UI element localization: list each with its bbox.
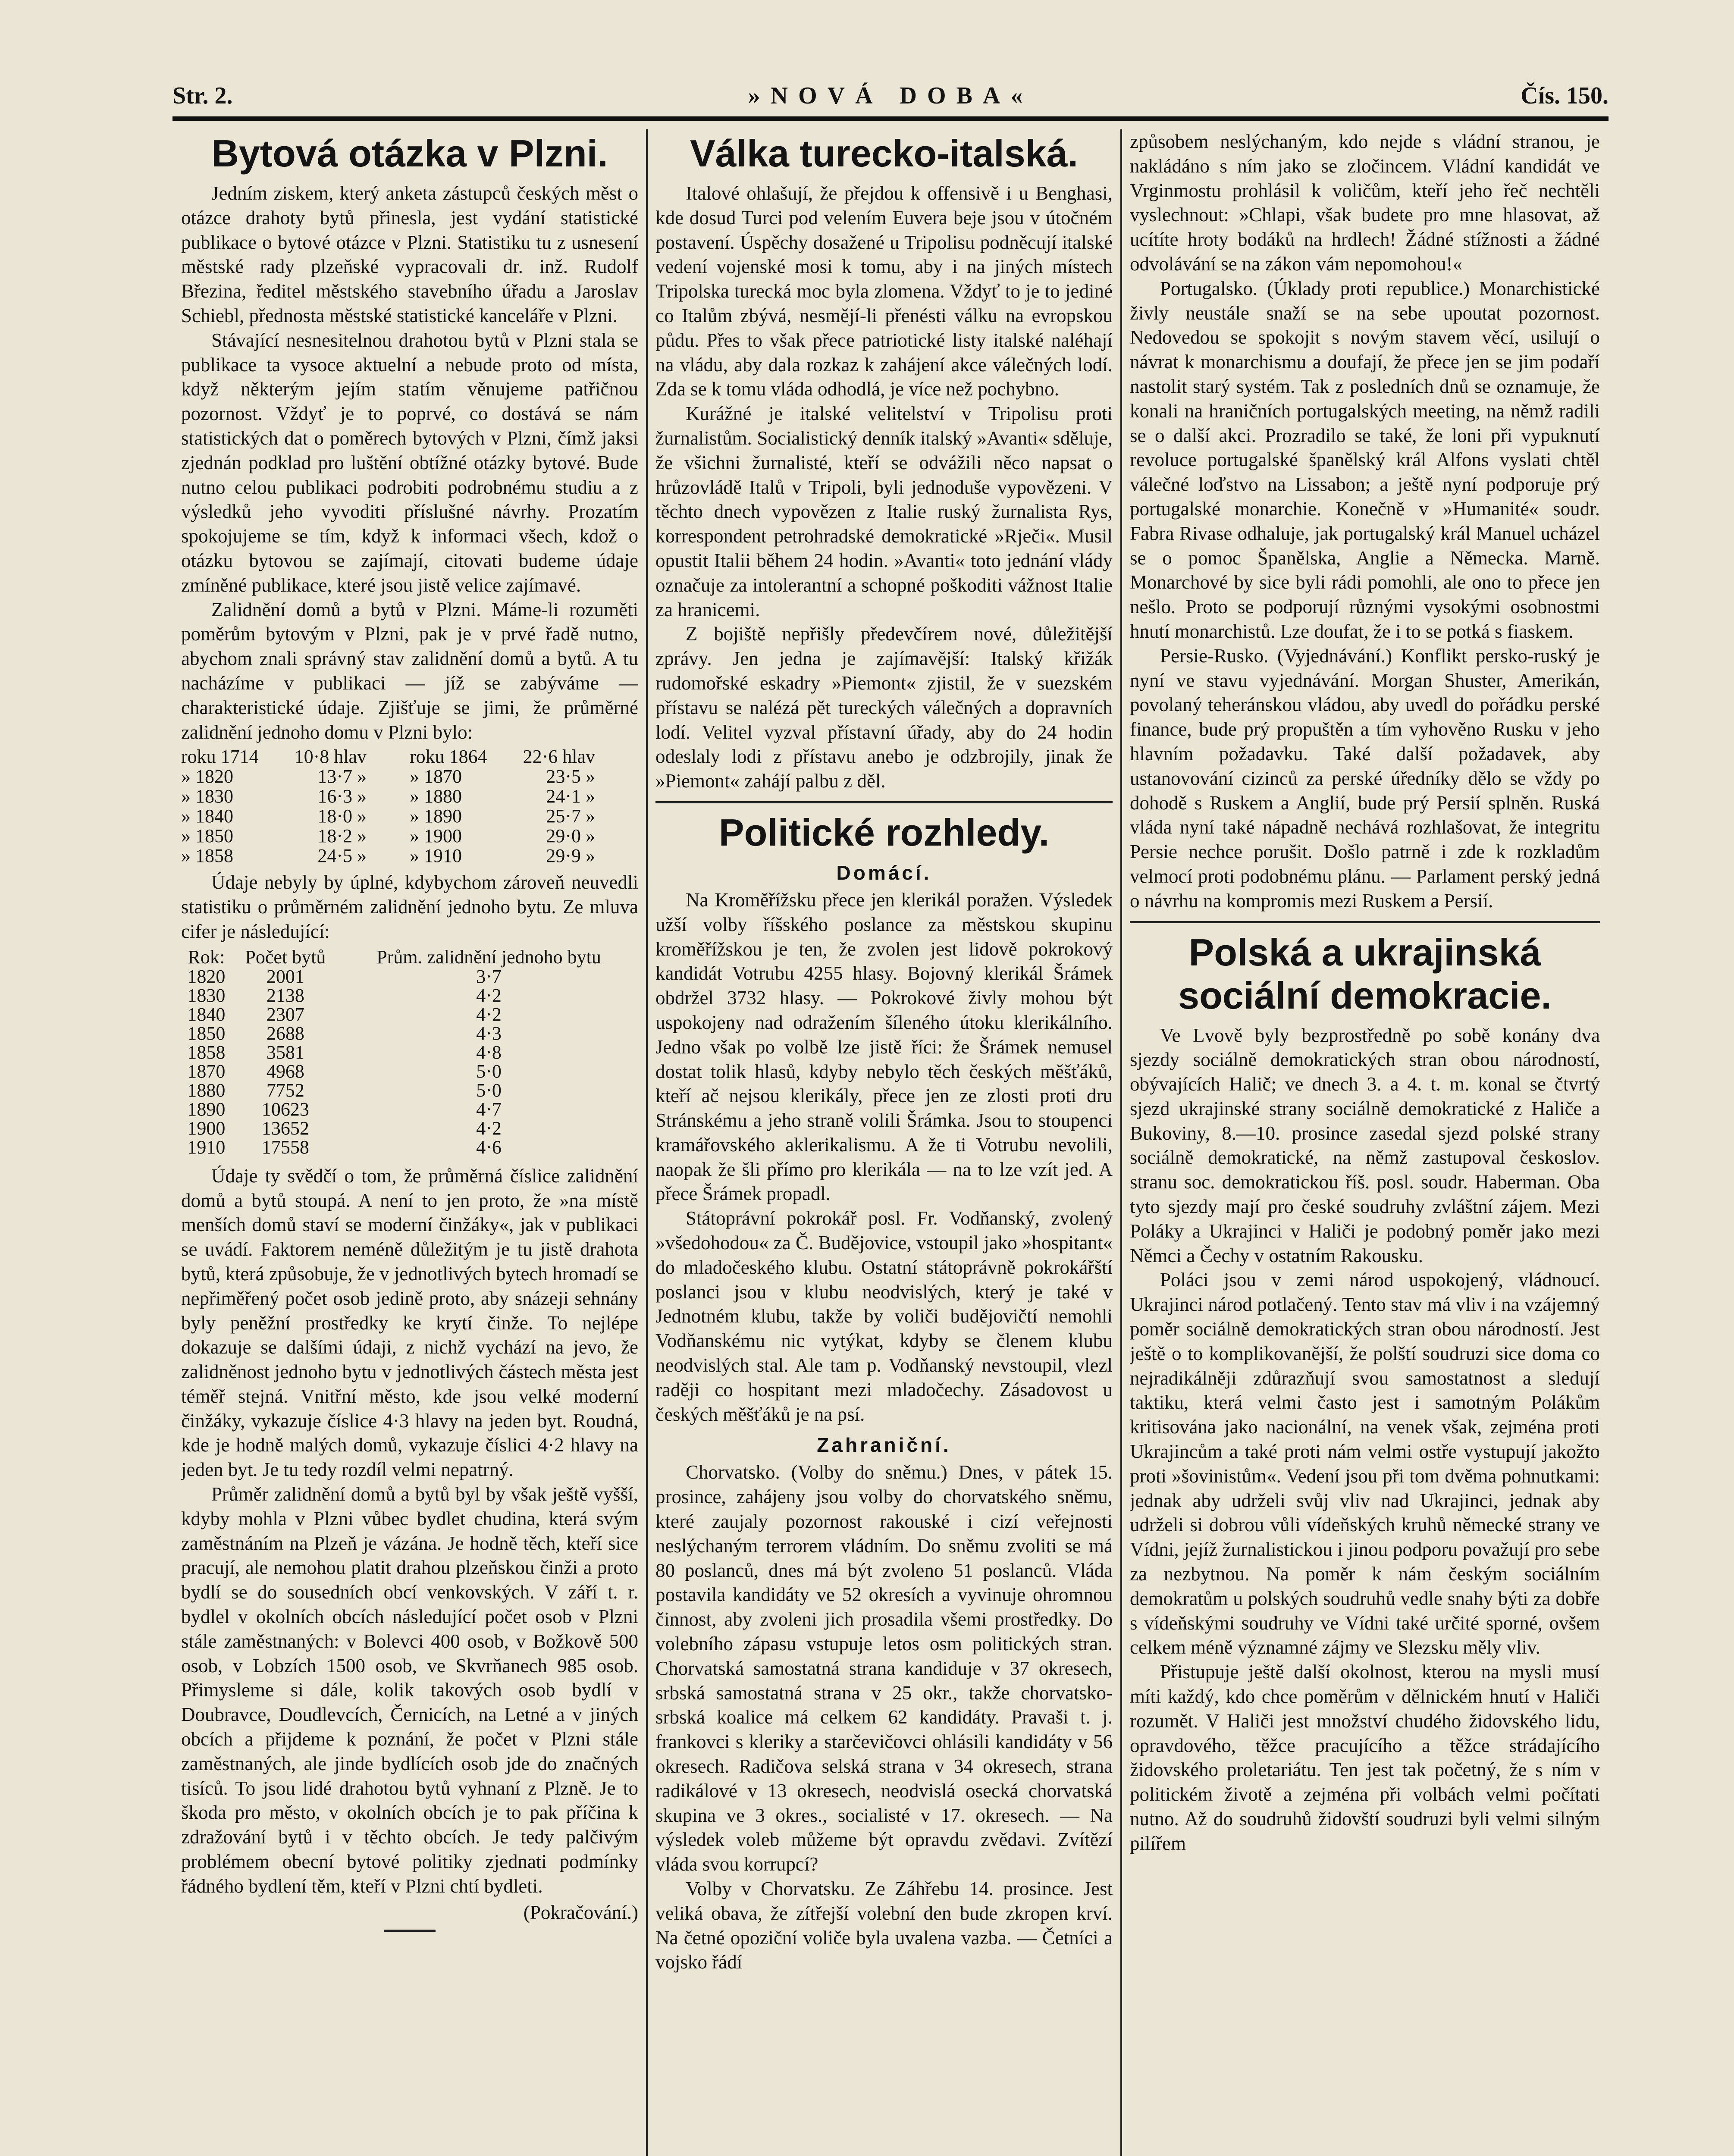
article-paragraph: Poláci jsou v zemi národ uspokojený, vládnoucí. Ukrajinci národ potlačený. Tento stav má vliv i na vzájemný poměr sociálně demokratických stran obou národností. Jest ještě o to komplikovanější, že polští soudruzi sice doma co nejradikálněji zdůrazňují svou samostatnost a sledují taktiku, která velmi často jest i samotným Polákům kritisována jako nacionální, na venek však, zejména proti Ukrajincům a také proti nám velmi ostře vystupují jakožto proti »šovinistům«. Vedení jsou při tom dvěma pohnutkami: jednak aby udrželi svůj vliv nad Ukrajinci, jednak aby udrželi si dobrou vůli vídeňských kruhů německé strany ve Vídni, jejíž žurnalistickou i jinou podporu považují pro sebe za nezbytnou. Na poměr k nám českým sociálním demokratům u polských soudruhů vedle snahy býti za dobře s vídeňskými soudruhy ve Vídni také určité sporné, ovšem celkem méně významné zájmy ve Slezsku měly vliv.: [1130, 1269, 1600, 1658]
years-list-left: [181, 747, 410, 866]
article-paragraph: Na Kroměřížsku přece jen klerikál poražen. Výsledek užší volby říšského poslance za městskou skupinu kroměřížskou je ten, že zvolen jest lidově pokrokový kandidát Votrubu 4255 hlasy. Bojovný klerikál Šrámek obdržel 3732 hlasy. — Pokrokové živly mohou být uspokojeny nad odražením šíleného útoku klerikálního. Jedno však po volbě lze jistě říci: že Šrámek nemusel dostat tolik hlasů, kdyby nebylo těch českých měšťáků, kteří ač nejsou klerikály, přece jen ze zlosti proti dru Stránskému a jeho straně volili Šrámka. Jsou to stoupenci kramářovského aklerikalismu. A že ti Votrubu nevolili, naopak že šli přímo pro klerikála — na to lze vzít jed. A přece Šrámek propadl.: [655, 889, 1113, 1205]
article-paragraph: Údaje ty svědčí o tom, že průměrná číslice zalidnění domů a bytů stoupá. A není to jen proto, že »na místě menších domů staví se moderní činžáky«, jak v publikaci se uvádí. Faktorem neméně důležitým je tu jistě drahota bytů, která způsobuje, že v jednotlivých bytech hromadí se nepřiměřený počet osob jedině proto, aby snázeji sehnány byly peněžní prostředky ke krytí činže. To nejlépe dokazuje se dalšími údaji, z nichž vychází na jevo, že zalidněnost jednoho bytu v jednotlivých částech města jest téměř stejná. Vnitřní město, kde jsou velké moderní činžáky, vykazuje číslice 4·3 hlavy na jeden byt. Roudná, kde je hodně malých domů, vykazuje číslici 4·2 hlavy na jeden byt. Je tu tedy rozdíl velmi nepatrný.: [181, 1165, 638, 1481]
years-list-right: [410, 747, 638, 866]
article-paragraph: Státoprávní pokrokář posl. Fr. Vodňanský, zvolený »všedohodou« za Č. Budějovice, vstoupil jako »hospitant« do mladočeského klubu. Ostatní státoprávně pokrokářští poslanci jsou v klubu neodvislých, který je také v Jednotném klubu, takže by voliči budějovičtí nemohli Vodňanskému nic vytýkat, kdyby se členem klubu neodvislých stal. Ale tam p. Vodňanský nevstoupil, vlezl raději co hospitant mezi mladočechy. Zásadovost u českých měšťáků je na psí.: [655, 1207, 1113, 1425]
column-header: Rok:: [188, 946, 225, 968]
continuation-note: (Pokračování.): [523, 1901, 638, 1923]
article-paragraph: způsobem neslýchaným, kdo nejde s vládní stranou, je nakládáno s ním jako se zločincem. Vládní kandidát ve Vrginmostu prohlásil k voličům, kteří jeho řeč nechtěli vyslechnout: »Chlapi, však budete pro mne hlasovat, až ucítíte hroty bodáků na hrdlech! Žádné stížnosti a žádné odvolávání se na zákon vám nepomohou!«: [1130, 131, 1600, 275]
article-paragraph: Volby v Chorvatsku. Ze Záhřebu 14. prosince. Jest veliká obava, že zítřejší volební den bude zkropen krví. Na četné opoziční voliče byla uvalena vazba. — Četníci a vojsko řádí: [655, 1878, 1113, 1973]
article-paragraph: Ve Lvově byly bezprostředně po sobě konány dva sjezdy sociálně demokratických stran obou národností, obývajících Halič; ve dnech 3. a 4. t. m. konal se čtvrtý sjezd ukrajinské strany sociálně demokratické z Haliče a Bukoviny, 8.—10. prosince zasedal sjezd polské strany sociálně demokratické, na němž zastupoval českoslov. stranu soc. demokratickou říš. posl. soudr. Haberman. Oba tyto sjezdy mají pro české soudruhy zvláštní zájem. Mezi Poláky a Ukrajinci v Haliči je podobný poměr jako mezi Němci a Čechy v ostatním Rakousku.: [1130, 1024, 1600, 1266]
article-end-rule: [384, 1930, 436, 1932]
column-divider: [1120, 129, 1122, 2156]
column-middle: [655, 129, 1113, 2156]
list-item: » 1900 29·0 »: [410, 825, 595, 847]
article-paragraph: Zalidnění domů a bytů v Plzni. Máme-li rozuměti poměrům bytovým v Plzni, pak je v prvé řadě nutno, abychom znali správný stav zalidnění domů a bytů. A tu nacházíme v publikaci — jíž se zabýváme — charakteristické údaje. Zjišťuje se jimi, že průměrné zalidnění jednoho domu v Plzni bylo:: [181, 599, 638, 743]
article-paragraph: Persie-Rusko. (Vyjednávání.) Konflikt persko-ruský je nyní ve stavu vyjednávání. Morgan Shuster, Amerikán, povolaný teheránskou vládou, aby uvedl do pořádku perské finance, bude prý propuštěn a tím vyhověno Rusku v jeho hlavním požadavku. Také další požadavek, aby ustanovování cizinců za perské úředníky dělo se vždy po dohodě s Ruskem a Anglií, bude prý Persií splněn. Ruská vláda nyní také nápadně nechává rozhlašovat, že integritu Persie nechce porušit. Došlo patrně i zde k rozkladům velmocí proti podobnému plánu. — Parlament perský jedná o návrhu na kompromis mezi Ruskem a Persií.: [1130, 645, 1600, 912]
article-paragraph: Jedním ziskem, který anketa zástupců českých měst o otázce drahoty bytů přinesla, jest vydání statistické publikace o bytové otázce v Plzni. Statistiku tu z usnesení městské rady plzeňské vypracovali dr. inž. Rudolf Březina, ředitel městského stavebního úřadu a Jaroslav Schiebl, přednosta městské statistické kanceláře v Plzni.: [181, 182, 638, 326]
table-header-row: [181, 947, 638, 967]
article-paragraph: Kurážné je italské velitelství v Tripolisu proti žurnalistům. Socialistický denník italský »Avanti« sděluje, že všichni žurnalisté, kteří se odvážili něco napsat o hrůzovládě Italů v Tripoli, byli jednoduše vypovězeni. V těchto dnech vypovězen z Italie ruský žurnalista Rys, korrespondent petrohradské demokratické »Rječi«. Musil opustit Italii během 24 hodin. »Avanti« toto jednání vlády označuje za intolerantní a schopné poškoditi vážnost Italie za hranicemi.: [655, 403, 1113, 620]
header-rule: [172, 116, 1609, 121]
table-row: 1890 10623 4·7: [187, 1098, 502, 1120]
list-item: » 1830 16·3 »: [181, 786, 367, 807]
section-title: Politické rozhledy.: [718, 811, 1050, 854]
list-item: » 1858 24·5 »: [181, 845, 367, 867]
article-paragraph: Italové ohlašují, že přejdou k offensivě i u Benghasi, kde dosud Turci pod velením Euvera beje jsou v útočném postavení. Úspěchy dosažené u Tripolisu podněcují italské vedení vojenské mosi k tomu, aby i na jiných místech Tripolska turecká moc byla zlomena. Vždyť to je to jediné co Italům zbývá, nesmějí-li přenésti válku na evropskou půdu. Přes to však přece patriotické listy italské naléhají na vládu, aby dala rozkaz k zahájení akce válečných lodí. Zda se k tomu vláda odhodlá, je více než pochybno.: [655, 182, 1113, 400]
table-row: 1910 17558 4·6: [187, 1136, 502, 1158]
article-paragraph: Přistupuje ještě další okolnost, kterou na mysli musí míti každý, kdo chce poměrům v dělnickém hnutí v Haliči rozumět. V Haliči jest množství chudého židovského lidu, opravdového, těžce pracujícího a těžce strádajícího židovského proletariátu. Ten jest tak početný, že s ním v politickém životě a zejména při volbách velmi počítati nutno. Až do soudruhů židovští soudruzi byli velmi silným pilířem: [1130, 1661, 1600, 1854]
column-right: [1130, 129, 1600, 2156]
apartment-statistics-table: [181, 947, 638, 1157]
table-row: 1850 2688 4·3: [187, 1022, 502, 1044]
list-item: » 1820 13·7 »: [181, 766, 367, 787]
column-header: Počet bytů: [245, 946, 326, 968]
article-paragraph: Údaje nebyly by úplné, kdybychom zároveň neuvedli statistiku o průměrném zalidnění jednoho bytu. Ze mluva cifer je následující:: [181, 871, 638, 942]
list-item: » 1840 18·0 »: [181, 805, 367, 827]
table-row: 1900 13652 4·2: [187, 1117, 502, 1139]
list-item: roku 1864 22·6 hlav: [410, 746, 595, 768]
table-row: 1880 7752 5·0: [187, 1079, 502, 1101]
issue-number: Čís. 150.: [1521, 82, 1609, 109]
article-paragraph: Stávající nesnesitelnou drahotou bytů v Plzni stala se publikace ta vysoce aktuelní a nebude proto od místa, když některým jejím statím věnujeme patřičnou pozornost. Vždyť je to poprvé, co dostává se nám statistických dat o poměrech bytových v Plzni, čímž jaksi zjednán podklad pro luštění obtížné otázky bytové. Bude nutno celou publikaci podrobiti podrobnému studiu a z výsledků jeho vyvoditi příslušné návrhy. Prozatím spokojujeme se tím, když k informaci všech, kdož o otázku bytovou se zajímají, citovati budeme údaje zmíněné publikace, které jsou jistě velice zajímavé.: [181, 329, 638, 596]
list-item: » 1890 25·7 »: [410, 805, 595, 827]
column-header: Prům. zalidnění jednoho bytu: [376, 946, 601, 968]
article-paragraph: Průměr zalidnění domů a bytů byl by však ještě vyšší, kdyby mohla v Plzni vůbec bydlet chudina, která svým zaměstnáním na Plzeň je vázána. Je hodně těch, kteří sice pracují, ale nemohou platit drahou plzeňskou činži a proto bydlí se do sousedních obcí venkovských. V září t. r. bydlel v okolních obcích následující počet osob v Plzni stále zaměstnaných: v Bolevci 400 osob, v Božkově 500 osob, v Lobzích 1500 osob, ve Skvrňanech 985 osob. Přimysleme si dále, kolik takových osob bydlí v Doubravce, Doudlevcích, Černicích, na Letné a v jiných obcích a přijdeme k poznání, že počet v Plzni stále zaměstnaných, ale jinde bydlících osob jde do značných tisíců. To jsou lidé drahotou bytů vyhnaní z Plzně. Je to škoda pro město, v okolních obcích je to pak příčina k zdražování bytů i v těchto obcích. Je tedy palčivým problémem obecní bytové politiky zjednati podmínky řádného bydlení těm, kteří v Plzni chtí bydleti.: [181, 1483, 638, 1897]
list-item: » 1880 24·1 »: [410, 786, 595, 807]
table-row: 1870 4968 5·0: [187, 1060, 502, 1082]
section-subheading: Domácí.: [836, 861, 932, 884]
article-paragraph: Z bojiště nepřišly předevčírem nové, důležitější zprávy. Jen jedna je zajímavější: Italský křižák rudomořské eskadry »Piemont« zjistil, že v suezském přístavu se nalézá pět tureckých válečných a dopravních lodí. Velitel vyzval přístavní úřady, aby do 24 hodin odeslaly lodi z přístavu anebo je odzbrojily, jinak že »Piemont« zahájí palbu z děl.: [655, 623, 1113, 792]
house-occupancy-list: [181, 747, 638, 866]
table-row: 1820 2001 3·7: [187, 965, 502, 987]
table-row: 1858 3581 4·8: [187, 1041, 502, 1063]
table-row: 1830 2138 4·2: [187, 984, 502, 1006]
column-left: [181, 129, 638, 2156]
list-item: » 1910 29·9 »: [410, 845, 595, 867]
column-divider: [646, 129, 648, 2156]
article-paragraph: Chorvatsko. (Volby do sněmu.) Dnes, v pátek 15. prosince, zahájeny jsou volby do chorvatského sněmu, které zaujaly pozornost rakouské i cizí veřejnosti neslýchaným terrorem vládním. Do sněmu zvoliti se má 80 poslanců, dnes má být zvoleno 51 poslanců. Vláda postavila kandidáty ve 52 okresích a vyvinuje ohromnou činnost, aby zvoleni jich prosadila všemi prostředky. Do volebního zápasu vstupuje letos osm politických stran. Chorvatská samostatná strana kandiduje v 37 okresech, srbská samostatná strana v 25 okr., takže chorvatsko-srbská koalice má celkem 62 kandidáty. Pravaši t. j. frankovci s kleriky a starčevičovci ohlásili kandidáty v 56 okresech. Radičova selská strana v 34 okresech, strana radikálové v 13 okresech, neodvislá osecká chorvatská skupina ve 3 okres., socialisté v 17. okresech. — Na výsledek voleb můžeme být opravdu zvědavi. Zvítězí vláda svou korrupcí?: [655, 1461, 1113, 1875]
list-item: » 1850 18·2 »: [181, 825, 367, 847]
page-header: [172, 82, 1609, 116]
section-rule: [1130, 921, 1600, 923]
section-subheading: Zahraniční.: [817, 1434, 951, 1457]
list-item: roku 1714 10·8 hlav: [181, 746, 367, 768]
article-title: Polská a ukrajinská sociální demokracie.: [1178, 931, 1552, 1017]
article-paragraph: Portugalsko. (Úklady proti republice.) Monarchistické živly neustále snaží se na sebe upoutat pozornost. Nedovedou se spokojit s novým stavem věcí, usilují o návrat k monarchismu a doufají, že přece jen se jim podaří nastolit starý systém. Tak z posledních dnů se oznamuje, že konali na hraničních portugalských meeting, na němž radili se o další akci. Prozradilo se také, že loni při vypuknutí revoluce portugalské španělský král Alfons vyslati chtěl válečné loďstvo na Lissabon; a ještě nyní podporuje prý portugalské monarchie. Konečně v »Humanité« soudr. Fabra Rivase odhaluje, jak portugalský král Manuel ucházel se o pomoc Španělska, Anglie a Německa. Marně. Monarchové by sice byli rádi pomohli, ale ono to přece jen nešlo. Proto se podporují různými vysokými osobnostmi hnutí monarchistů. Lze doufat, že i to se potká s fiaskem.: [1130, 277, 1600, 642]
article-title: Válka turecko-italská.: [690, 132, 1079, 175]
list-item: » 1870 23·5 »: [410, 766, 595, 787]
page-number: Str. 2.: [172, 82, 233, 109]
section-rule: [655, 801, 1113, 803]
article-title: Bytová otázka v Plzni.: [211, 132, 608, 175]
table-row: 1840 2307 4·2: [187, 1003, 502, 1025]
masthead-title: »NOVÁ DOBA«: [748, 82, 1033, 109]
